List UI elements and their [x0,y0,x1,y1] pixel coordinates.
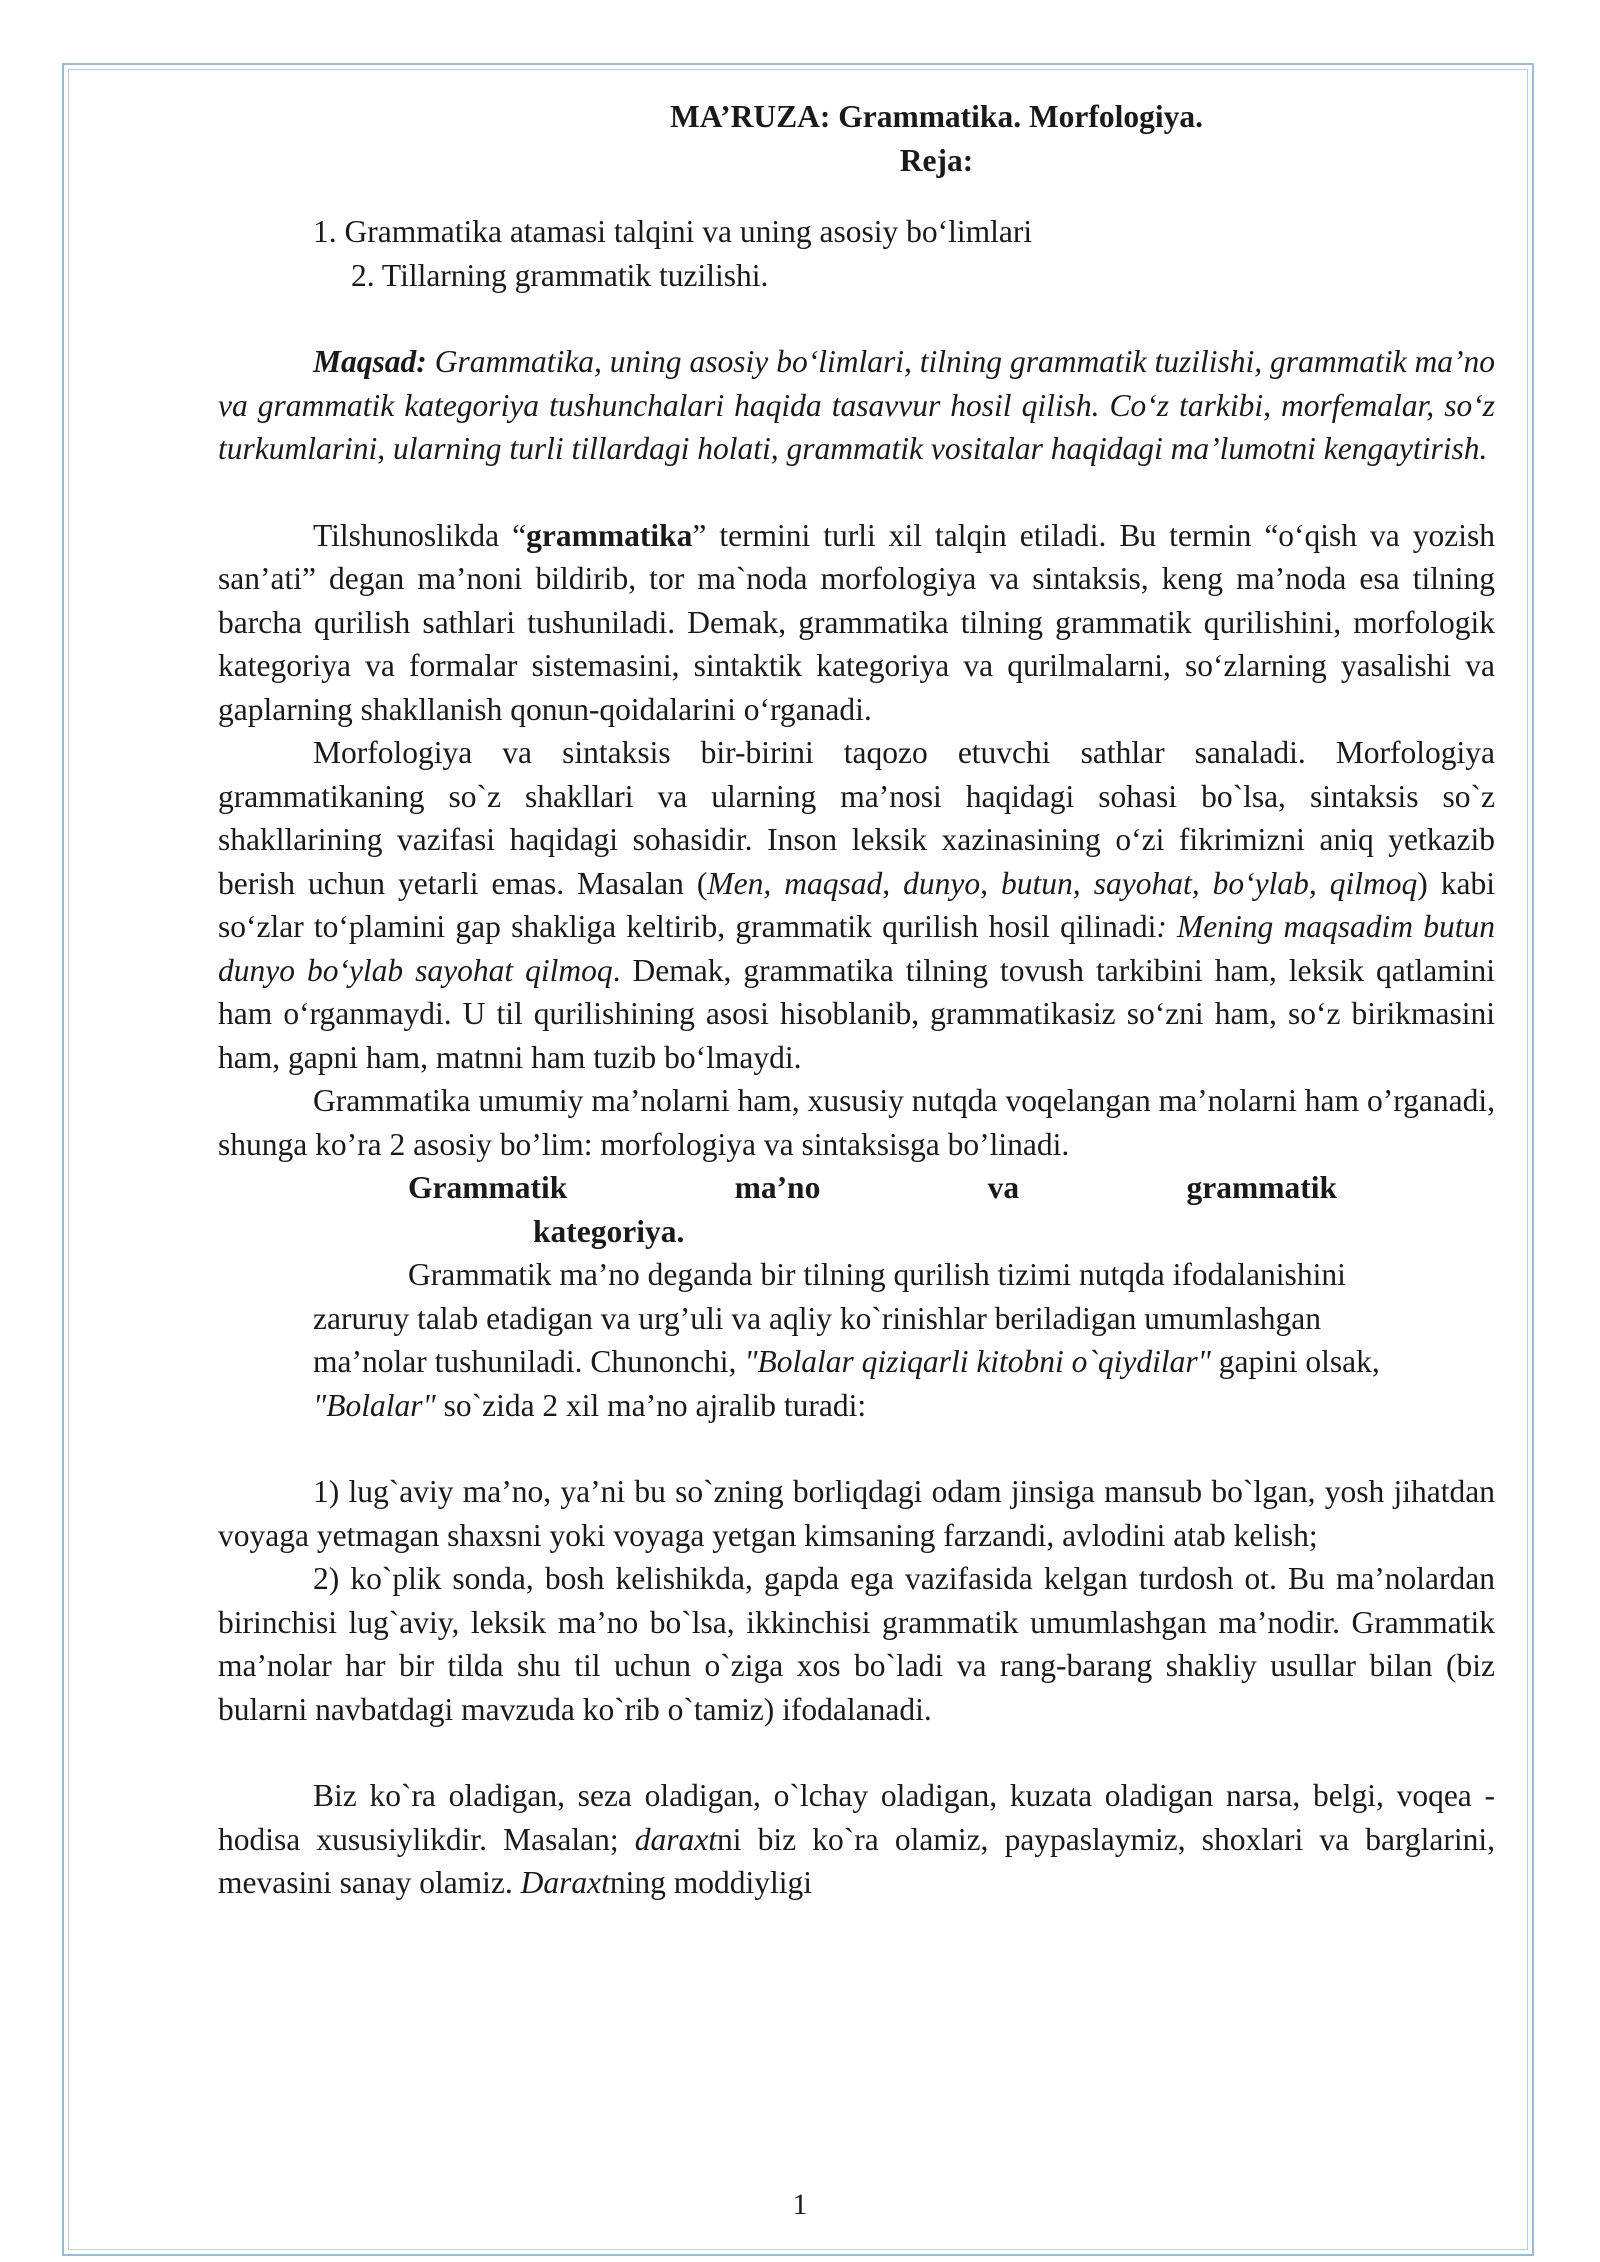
lecture-title: MA’RUZA: Grammatika. Morfologiya. [669,99,1204,134]
example-sentence: "Bolalar qiziqarli kitobni o`qiydilar" [744,1344,1211,1379]
text-run: ni biz ko`ra olamiz, paypaslaymiz, shoxlari va barglarini, mevasini sanay olamiz. [218,1821,1495,1900]
meaning-item-2: 2) ko`plik sonda, bosh kelishikda, gapda ega vazifasida kelgan turdosh ot. Bu ma’nolardan birinchisi lug`aviy, leksik ma’no bo`lsa, ikkinchisi grammatik umumlashgan ma’nodir. Grammatik ma’nolar har bir tilda shu til uchun o`ziga xos bo`ladi va rang-barang shakliy usullar bilan (biz bularni navbatdagi mavzuda ko`rib o`tamiz) ifodalanadi. [218,1561,1495,1727]
text-run: Grammatik ma’no deganda bir tilning qurilish tizimi nutqda ifodalanishini zaruruy talab etadigan va urg’uli va aqliy ko`rinishlar beriladigan umumlashgan ma’nolar tushuniladi. Chunonchi, [313,1257,1346,1379]
text-run: Morfologiya va sintaksis bir-birini taqozo etuvchi sathlar sanaladi. Morfologiya grammatikaning so`z shakllari va ularning ma’nosi haqidagi sohasi bo`lsa, sintaksis so`z shakllarining vazifasi haqidagi sohasidir. Inson leksik xazinasining o‘zi fikrimizni aniq yetkazib berish uchun yetarli emas. Masalan ( [218,735,1495,901]
paragraph-grammar-term [218,514,1495,732]
text-run: ” termini turli xil talqin etiladi. Bu termin “o‘qish va yozish san’ati” degan ma’noni bildirib, tor ma`noda morfologiya va sintaksis, keng ma’noda esa tilning barcha qurilish sathlari tushuniladi. Demak, grammatika tilning grammatik qurilishini, morfologik kategoriya va formalar sistemasini, sintaktik kategoriya va qurilmalarni, so‘zlarning yasalishi va gaplarning shakllanish qonun-qoidalarini o‘rganadi. [218,517,1496,727]
grammatical-meaning-block [313,1253,1401,1427]
example-word: daraxt [634,1821,717,1857]
heading-word: Grammatik [408,1170,568,1205]
text-run: . Demak, grammatika tilning tovush tarkibini ham, leksik qatlamini ham o‘rganmaydi. U til qurilishining asosi hisoblanib, grammatikasiz so‘zni ham, so‘z birikmasini ham, gapni ham, matnni ham tuzib bo‘lmaydi. [218,952,1495,1075]
example-word: Daraxt [520,1865,610,1900]
heading-word: kategoriya. [533,1213,685,1249]
text-run: ning moddiyligi [609,1865,813,1900]
aim-text: Grammatika, uning asosiy bo‘limlari, tilning grammatik tuzilishi, grammatik ma’no va grammatik kategoriya tushunchalari haqida tasavvur hosil qilish. Co‘z tarkibi, morfemalar, so‘z turkumlarini, ularning turli tillardagi holati, grammatik vositalar haqidagi ma’lumotni kengaytirish. [218,344,1495,466]
aim-paragraph [218,340,1495,471]
example-word: "Bolalar" [313,1387,436,1423]
aim-label: Maqsad: [313,344,427,379]
plan-list [218,210,1495,297]
text-run: gapini olsak, [1210,1344,1380,1379]
example-sentence: : Mening maqsadim butun dunyo bo‘ylab sayohat qilmoq [218,909,1495,988]
example-words: Men, maqsad, dunyo, butun, sayohat, bo‘ylab, qilmoq [707,865,1418,901]
text-run: Tilshunoslikda “ [313,517,527,553]
text-run: ) kabi so‘zlar to‘plamini gap shakliga keltirib, grammatik qurilish hosil qilinadi [218,865,1495,944]
meaning-item-1: 1) lug`aviy ma’no, ya’ni bu so`zning borliqdagi odam jinsiga mansub bo`lgan, yosh jihatdan voyaga yetmagan shaxsni yoki voyaga yetgan kimsaning farzandi, avlodini atab kelish; [218,1474,1495,1553]
text-run: Biz ko`ra oladigan, seza oladigan, o`lchay oladigan, kuzata oladigan narsa, belgi, voqea - hodisa xususiylikdir. Masalan; [218,1778,1495,1857]
heading-word: ma’no [734,1170,821,1205]
page-number: 1 [792,2188,808,2221]
paragraph-general-meanings: Grammatika umumiy ma’nolarni ham, xususiy nutqda voqelangan ma’nolarni ham o’rganadi, shunga ko’ra 2 asosiy bo’lim: morfologiya va sintaksisga bo’linadi. [218,1083,1495,1162]
plan-heading: Reja: [899,142,974,178]
document-body [218,95,1495,1905]
paragraph-grammatical-meaning [313,1253,1401,1427]
heading-word: va [987,1170,1020,1205]
plan-item: 1. Grammatika atamasi talqini va uning asosiy bo‘limlari [313,214,1033,249]
paragraph-morphology-syntax [218,731,1495,1079]
paragraph-particular [218,1774,1495,1905]
section-heading [408,1166,1337,1253]
heading-word: grammatik [1186,1170,1337,1205]
plan-item: 2. Tillarning grammatik tuzilishi. [351,257,769,293]
term-bold: grammatika [526,517,693,553]
text-run: so`zida 2 xil ma’no ajralib turadi: [435,1387,867,1423]
